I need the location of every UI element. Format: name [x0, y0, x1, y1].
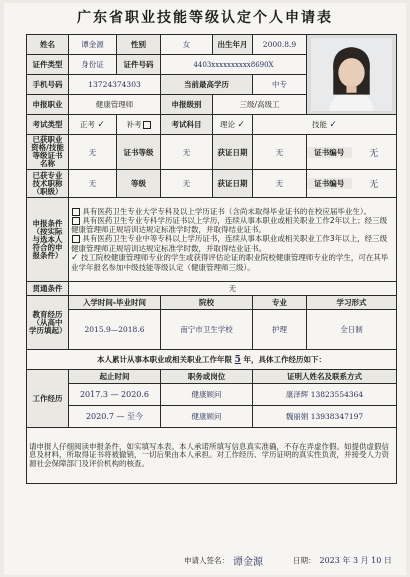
gender-value: 女: [161, 35, 213, 55]
applicant-photo: [311, 38, 392, 111]
apply-cond-label: 申报条件: [32, 218, 63, 228]
through-value: 无: [69, 282, 397, 296]
work-row-time: 2020.7 — 至今: [69, 406, 161, 428]
work-exp-label: 工作经历: [27, 370, 69, 428]
level-value: 三级/高级工: [213, 95, 307, 115]
phone-value: 13724374303: [69, 75, 161, 95]
subject-skill: [253, 115, 397, 135]
form-table: [26, 34, 397, 484]
title-date-value: 无: [253, 170, 307, 198]
exam-supplement-label: 补考: [126, 120, 142, 129]
work-row-role: 健康顾问: [161, 406, 253, 428]
name-label: 姓名: [27, 35, 69, 55]
prior-title-label: 已获专业技术职称（职级）: [27, 170, 69, 198]
condition-checkbox-3: [72, 235, 80, 243]
subject-skill-label: 技能: [312, 120, 328, 129]
work-summary-suffix: 年，具体工作经历如下：: [243, 355, 326, 364]
id-number-label: 证件号码: [117, 55, 161, 75]
cert-number-cell: [307, 135, 397, 170]
edu-exp-label-cell: [27, 296, 69, 350]
sign-date: 2023 年 3 月 10 日: [319, 556, 392, 565]
name-value: 谭金源: [69, 35, 117, 55]
subject-theory-label: 理论: [220, 120, 236, 129]
subject-theory: [213, 115, 253, 135]
edu-exp-note: （从高中学历填起）: [29, 317, 67, 335]
level-label: 申报级别: [161, 95, 213, 115]
condition-item: 具有医药卫生专业中等专科以上学历证书，连续从事本职业或相关职业工作3年以上，经三级健康管理师正规培训达规定标准学时数，并取得结业证书。: [71, 234, 388, 253]
declaration-notes: 请申报人仔细阅读申报条件，如实填写本表。本人承诺所填写信息真实准确，不存在弄虚作假。如提供虚假信息及材料，所取得证书将被撤销，一切后果由本人承担。对工作经历、学历证明的真实性负责，并接受人力资源社会保障部门及评价机构的核查。: [27, 428, 397, 484]
subject-skill-check: ✓: [329, 120, 337, 130]
issue-date-label: 获证日期: [213, 135, 253, 170]
exam-normal-label: 正考: [80, 120, 96, 129]
prior-cert-label: 已获职业资格/技能等级证书名称: [27, 135, 69, 170]
date-label: 日期：: [293, 556, 316, 565]
exam-supplement: [117, 115, 161, 135]
condition-checkbox-2: [72, 217, 80, 225]
issue-date-value: 无: [253, 135, 307, 170]
id-type-label: 证件类型: [27, 55, 69, 75]
cert-level-label: 证书等级: [117, 135, 161, 170]
condition-item: ✓ 技工院校健康管理师专业的学生或获得评估论证的职业院校健康管理师专业的学生，可在其毕业学年报名参加中级技能等级认定（健康管理师三级）。: [71, 252, 389, 272]
cert-level-value: 无: [161, 135, 213, 170]
conditions-list: [69, 198, 397, 282]
prior-cert-value: 无: [69, 135, 117, 170]
phone-label: 手机号码: [27, 75, 69, 95]
title-number-value: 无: [369, 180, 379, 190]
id-number-value: 4403xxxxxxxxxx8690X: [161, 55, 307, 75]
edu-exp-label: 教育经历: [32, 309, 63, 319]
signature-line: [184, 553, 394, 568]
work-row-role: 健康顾问: [161, 384, 253, 406]
cert-number-value: 无: [369, 148, 379, 159]
edu-row-mode: 全日制: [307, 310, 397, 350]
prior-title-value: 无: [69, 170, 117, 198]
condition-checkbox-1: [72, 208, 80, 216]
edu-header-school: 院校: [161, 296, 253, 310]
title-date-label: 获证日期: [213, 170, 253, 198]
application-form: [4, 3, 406, 575]
occupation-label: 申报职业: [27, 95, 69, 115]
work-summary-prefix: 本人累计从事本职业或相关职业工作年限: [96, 355, 232, 364]
title-grade-label: 等级: [117, 170, 161, 198]
photo-cell: [307, 35, 397, 115]
exam-supplement-checkbox: [143, 121, 151, 129]
work-summary: [27, 350, 397, 370]
work-years: 5: [234, 355, 241, 365]
exam-subject-label: 考试科目: [161, 115, 213, 135]
form-title: 广东省职业技能等级认定个人申请表: [77, 10, 333, 26]
birth-value: 2000.8.9: [253, 35, 307, 55]
title-number-label: 证书编号: [307, 178, 352, 189]
edu-header-mode: 学习形式: [307, 296, 397, 310]
id-type-value: 身份证: [69, 55, 117, 75]
exam-normal: [69, 115, 117, 135]
title-number-cell: [307, 170, 397, 198]
work-row-reference: 康泽辉 13823554364: [253, 384, 397, 406]
through-label: 贯通条件: [27, 282, 69, 296]
education-label: 当前最高学历: [161, 75, 253, 95]
exam-type-label: 考试类型: [27, 115, 69, 135]
work-header-role: 职务或岗位: [161, 370, 253, 384]
condition-check-4: ✓: [71, 252, 79, 263]
exam-normal-check: ✓: [97, 120, 105, 130]
gender-label: 性别: [117, 35, 161, 55]
subject-theory-check: ✓: [237, 120, 245, 130]
edu-header-time: 入学时间-毕业时间: [69, 296, 161, 310]
applicant-signature: 谭金源: [233, 557, 263, 568]
work-header-time: 起止时间: [69, 370, 161, 384]
condition-item: 具有医药卫生专业大学专科及以上学历证书（含尚未取得毕业证书的在校应届毕业生）。: [71, 207, 394, 216]
occupation-value: 健康管理师: [69, 95, 161, 115]
sign-label: 申请人签名：: [184, 556, 229, 565]
birth-label: 出生年月: [213, 35, 253, 55]
edu-row-time: 2015.9—2018.6: [69, 310, 161, 350]
title-grade-value: 无: [161, 170, 213, 198]
edu-header-major: 专业: [253, 296, 307, 310]
cert-number-label: 证书编号: [307, 147, 352, 158]
work-row-time: 2017.3 — 2020.6: [69, 384, 161, 406]
edu-row-major: 护理: [253, 310, 307, 350]
condition-item: 具有医药卫生专业专科学历证书以上学历，连续从事本职业或相关职业工作2年以上；经三级健康管理师正规培训达规定标准学时数，并取得结业证书。: [71, 215, 388, 235]
education-value: 中专: [253, 75, 307, 95]
work-row-reference: 魏丽娟 13938347197: [253, 406, 397, 428]
apply-cond-note: （按实际与选本人符合的申报条件）: [32, 226, 63, 260]
edu-row-school: 南宁市卫生学校: [161, 310, 253, 350]
apply-cond-label-cell: [27, 198, 69, 282]
work-header-reference: 证明人姓名及联系方式: [253, 370, 397, 384]
